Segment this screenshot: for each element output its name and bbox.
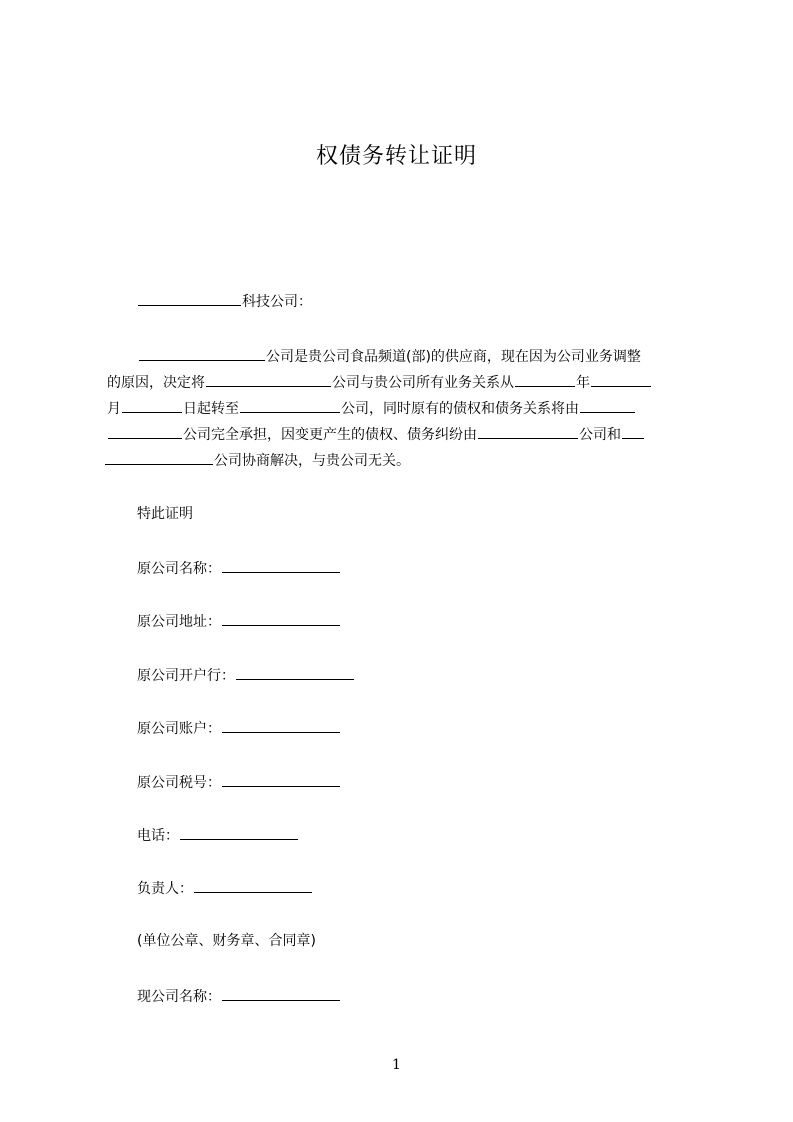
- blank-debt-holder: [108, 423, 182, 439]
- body-text-3a: 月: [107, 401, 121, 417]
- blank-phone: [180, 824, 298, 840]
- blank-dispute-party2: [105, 449, 213, 465]
- blank-dispute-party: [478, 423, 578, 439]
- blank-year: [515, 371, 575, 387]
- field-original-address: [137, 610, 737, 632]
- field-original-bank: [137, 664, 737, 686]
- body-text-3c: 公司，同时原有的债权和债务关系将由: [341, 401, 579, 417]
- blank-month: [122, 397, 182, 413]
- label-original-account: 原公司账户：: [137, 721, 221, 737]
- body-line-5: [104, 449, 704, 471]
- blank-original-tax-id: [222, 771, 340, 787]
- body-text-1: 公司是贵公司食品频道(部)的供应商，现在因为公司业务调整: [266, 349, 641, 365]
- label-original-bank: 原公司开户行：: [137, 668, 235, 684]
- blank-original-name: [222, 557, 340, 573]
- label-original-address: 原公司地址：: [137, 614, 221, 630]
- blank-dispute-party2-start: [622, 423, 644, 439]
- field-original-name: [137, 557, 737, 579]
- label-phone: 电话：: [137, 828, 179, 844]
- field-original-tax-id: [137, 771, 737, 793]
- body-line-4: [107, 423, 707, 445]
- blank-person-in-charge: [194, 877, 312, 893]
- field-current-name: [137, 985, 737, 1007]
- page-number: 1: [392, 1057, 401, 1073]
- label-original-name: 原公司名称：: [137, 561, 221, 577]
- body-text-2b: 公司与贵公司所有业务关系从: [332, 375, 514, 391]
- body-text-2a: 的原因，决定将: [107, 375, 205, 391]
- salutation-text: 科技公司：: [242, 294, 312, 310]
- field-person-in-charge: [137, 877, 737, 899]
- field-original-account: [137, 717, 737, 739]
- field-phone: [137, 824, 737, 846]
- blank-new-company: [240, 397, 340, 413]
- body-line-1: [107, 345, 707, 367]
- blank-transfer-company: [206, 371, 331, 387]
- body-line-3: [107, 397, 707, 419]
- blank-original-account: [222, 717, 340, 733]
- body-text-5: 公司协商解决，与贵公司无关。: [214, 453, 410, 469]
- document-title: 权债务转让证明: [315, 144, 477, 169]
- blank-original-address: [222, 610, 340, 626]
- body-text-4a: 公司完全承担，因变更产生的债权、债务纠纷由: [183, 427, 477, 443]
- seal-note: (单位公章、财务章、合同章): [137, 933, 316, 949]
- body-text-4b: 公司和: [579, 427, 621, 443]
- certify-line: 特此证明: [137, 506, 193, 522]
- blank-debt-holder-start: [580, 397, 635, 413]
- body-line-2: [107, 371, 707, 393]
- blank-current-name: [222, 985, 340, 1001]
- blank-supplier-company: [139, 345, 265, 361]
- label-person-in-charge: 负责人：: [137, 881, 193, 897]
- label-current-name: 现公司名称：: [137, 989, 221, 1005]
- salutation-line: [137, 290, 737, 312]
- blank-month-start: [591, 371, 651, 387]
- label-original-tax-id: 原公司税号：: [137, 775, 221, 791]
- blank-original-bank: [236, 664, 354, 680]
- body-text-2c: 年: [576, 375, 590, 391]
- body-text-3b: 日起转至: [183, 401, 239, 417]
- blank-recipient-company: [138, 290, 241, 306]
